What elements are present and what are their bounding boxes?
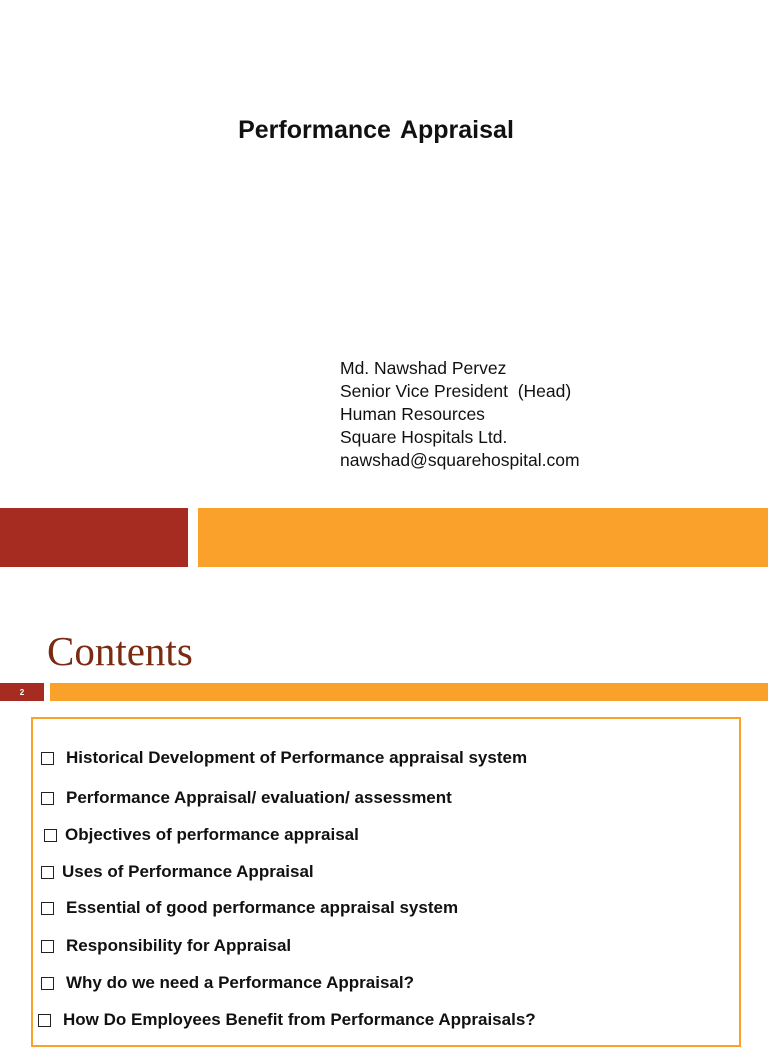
- checkbox-bullet-icon: [41, 940, 54, 953]
- contents-heading: Contents: [47, 628, 193, 674]
- list-item: Objectives of performance appraisal: [44, 825, 359, 845]
- contents-slide: [0, 580, 768, 1029]
- orange-header-bar: [50, 683, 768, 701]
- checkbox-bullet-icon: [41, 792, 54, 805]
- slide-number: 2: [0, 683, 44, 701]
- checkbox-bullet-icon: [38, 1014, 51, 1027]
- list-item: Historical Development of Performance appraisal system: [41, 748, 527, 768]
- author-company: Square Hospitals Ltd.: [340, 427, 508, 447]
- slide-title: Performance Appraisal: [238, 116, 514, 144]
- checkbox-bullet-icon: [41, 977, 54, 990]
- author-position: Senior Vice President (Head): [340, 381, 572, 401]
- author-name: Md. Nawshad Pervez: [340, 358, 507, 378]
- checkbox-bullet-icon: [41, 752, 54, 765]
- list-item: Uses of Performance Appraisal: [41, 862, 314, 882]
- checkbox-bullet-icon: [44, 829, 57, 842]
- list-item: How Do Employees Benefit from Performance Appraisals?: [38, 1010, 536, 1030]
- orange-accent-bar: [198, 508, 768, 567]
- list-item: Performance Appraisal/ evaluation/ assessment: [41, 788, 452, 808]
- checkbox-bullet-icon: [41, 902, 54, 915]
- red-accent-bar: [0, 508, 188, 567]
- list-item: Why do we need a Performance Appraisal?: [41, 973, 414, 993]
- list-item: Essential of good performance appraisal system: [41, 898, 458, 918]
- checkbox-bullet-icon: [41, 866, 54, 879]
- list-item: Responsibility for Appraisal: [41, 936, 291, 956]
- author-block: [340, 357, 580, 472]
- author-department: Human Resources: [340, 404, 485, 424]
- author-email: nawshad@squarehospital.com: [340, 450, 580, 470]
